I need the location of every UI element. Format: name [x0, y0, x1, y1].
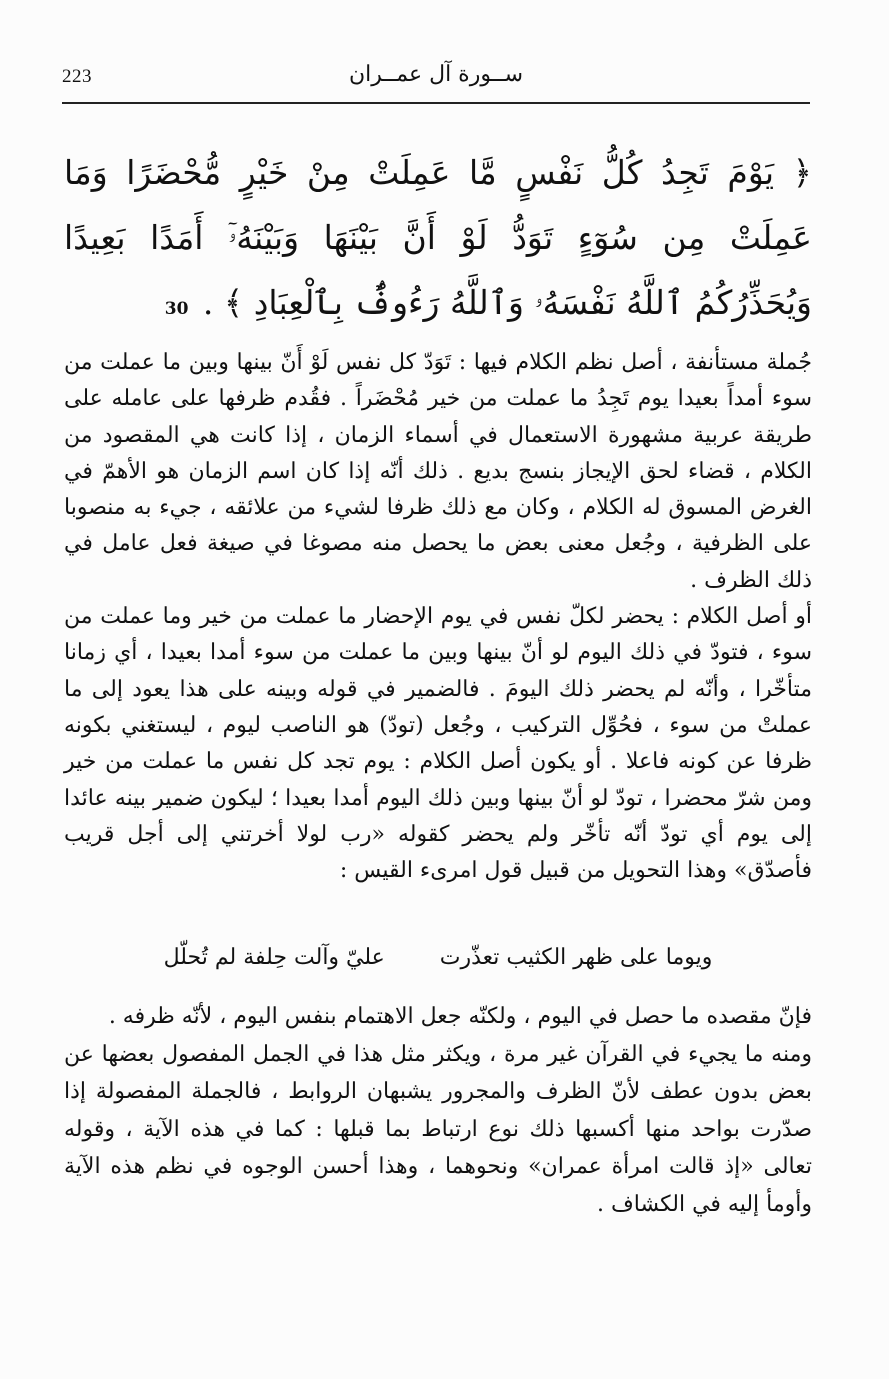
commentary-text-continued [64, 998, 812, 1223]
running-title: ســورة آل عمــران [348, 62, 524, 87]
quran-verse [64, 140, 812, 342]
commentary-text [64, 345, 812, 889]
commentary-paragraph: فإنّ مقصده ما حصل في اليوم ، ولكنّه جعل الاهتمام بنفس اليوم ، لأنّه ظرفه . [108, 1004, 812, 1029]
commentary-paragraph: أو أصل الكلام : يحضر لكلّ نفس في يوم الإحضار ما عملت من خير وما عملت من سوء ، فتودّ في ذلك اليوم لو أنّ بينها وبين ما عملت من سوء أمدا بعيدا ، أي زمانا متأخّرا ، وأنّه لم يحضر ذلك اليومَ . فالضمير في قوله وبينه على هذا يعود إلى ما عملتْ من سوء ، فحُوِّل التركيب ، وجُعل (تودّ) هو الناصب ليوم ، ليستغني بكونه ظرفا عن كونه فاعلا . أو يكون أصل الكلام : يوم تجد كل نفس ما عملت من خير ومن شرّ محضرا ، تودّ لو أنّ بينها وبين ذلك اليوم أمدا بعيدا ؛ ليكون ضمير بينه عائدا إلى يوم أي تودّ أنّه تأخّر ولم يحضر كقوله «رب لولا أخرتني إلى أجل قريب فأصدّق» وهذا التحويل من قبيل قول امرىء القيس : [64, 604, 812, 884]
commentary-paragraph: جُملة مستأنفة ، أصل نظم الكلام فيها : تَوَدّ كل نفس لَوْ أَنّ بينها وبين ما عملت من سوء أمداً بعيدا يوم تَجِدُ ما عملت من خير مُحْضَراً . فقُدم ظرفها على عامله على طريقة عربية مشهورة الاستعمال في أسماء الزمان ، إذا كانت هي المقصود من الكلام ، قضاء لحق الإيجاز بنسج بديع . ذلك أنّه إذا كان اسم الزمان هو الأهمّ في الغرض المسوق له الكلام ، وكان مع ذلك ظرفا لشيء من علائقه ، جيء به منصوبا على الظرفية ، وجُعل معنى بعض ما يحصل منه مصوغا في صيغة فعل عامل في ذلك الظرف . [64, 350, 812, 593]
poem-second-hemistich: عليّ وآلت حِلفة لم تُحلّل [163, 945, 385, 970]
header-rule [62, 102, 810, 104]
poem-verse [64, 940, 812, 976]
commentary-paragraph: ومنه ما يجيء في القرآن غير مرة ، ويكثر مثل هذا في الجمل المفصول بعضها عن بعض بدون عطف لأنّ الظرف والمجرور يشبهان الروابط ، فالجملة المفصولة إذا صدّرت بواحد منها أكسبها ذلك نوع ارتباط بما قبلها : كما في هذه الآية ، وقوله تعالى «إذ قالت امرأة عمران» ونحوهما ، وهذا أحسن الوجوه في نظم هذه الآية وأومأ إليه في الكشاف . [64, 1041, 812, 1217]
verse-number: 30 [164, 299, 189, 319]
page-number: 223 [62, 66, 92, 87]
poem-first-hemistich: ويوما على ظهر الكثيب تعذّرت [439, 945, 713, 970]
verse-text: ﴿ يَوْمَ تَجِدُ كُلُّ نَفْسٍ مَّا عَمِلَتْ مِنْ خَيْرٍ مُّحْضَرًا وَمَا عَمِلَتْ مِن سُوٓءٍ تَوَدُّ لَوْ أَنَّ بَيْنَهَا وَبَيْنَهُۥٓ أَمَدًا بَعِيدًا وَيُحَذِّرُكُمُ ٱللَّهُ نَفْسَهُۥ وَٱللَّهُ رَءُوفٌۢ بِٱلْعِبَادِ ﴾ . [64, 153, 812, 322]
page-header [62, 62, 810, 106]
